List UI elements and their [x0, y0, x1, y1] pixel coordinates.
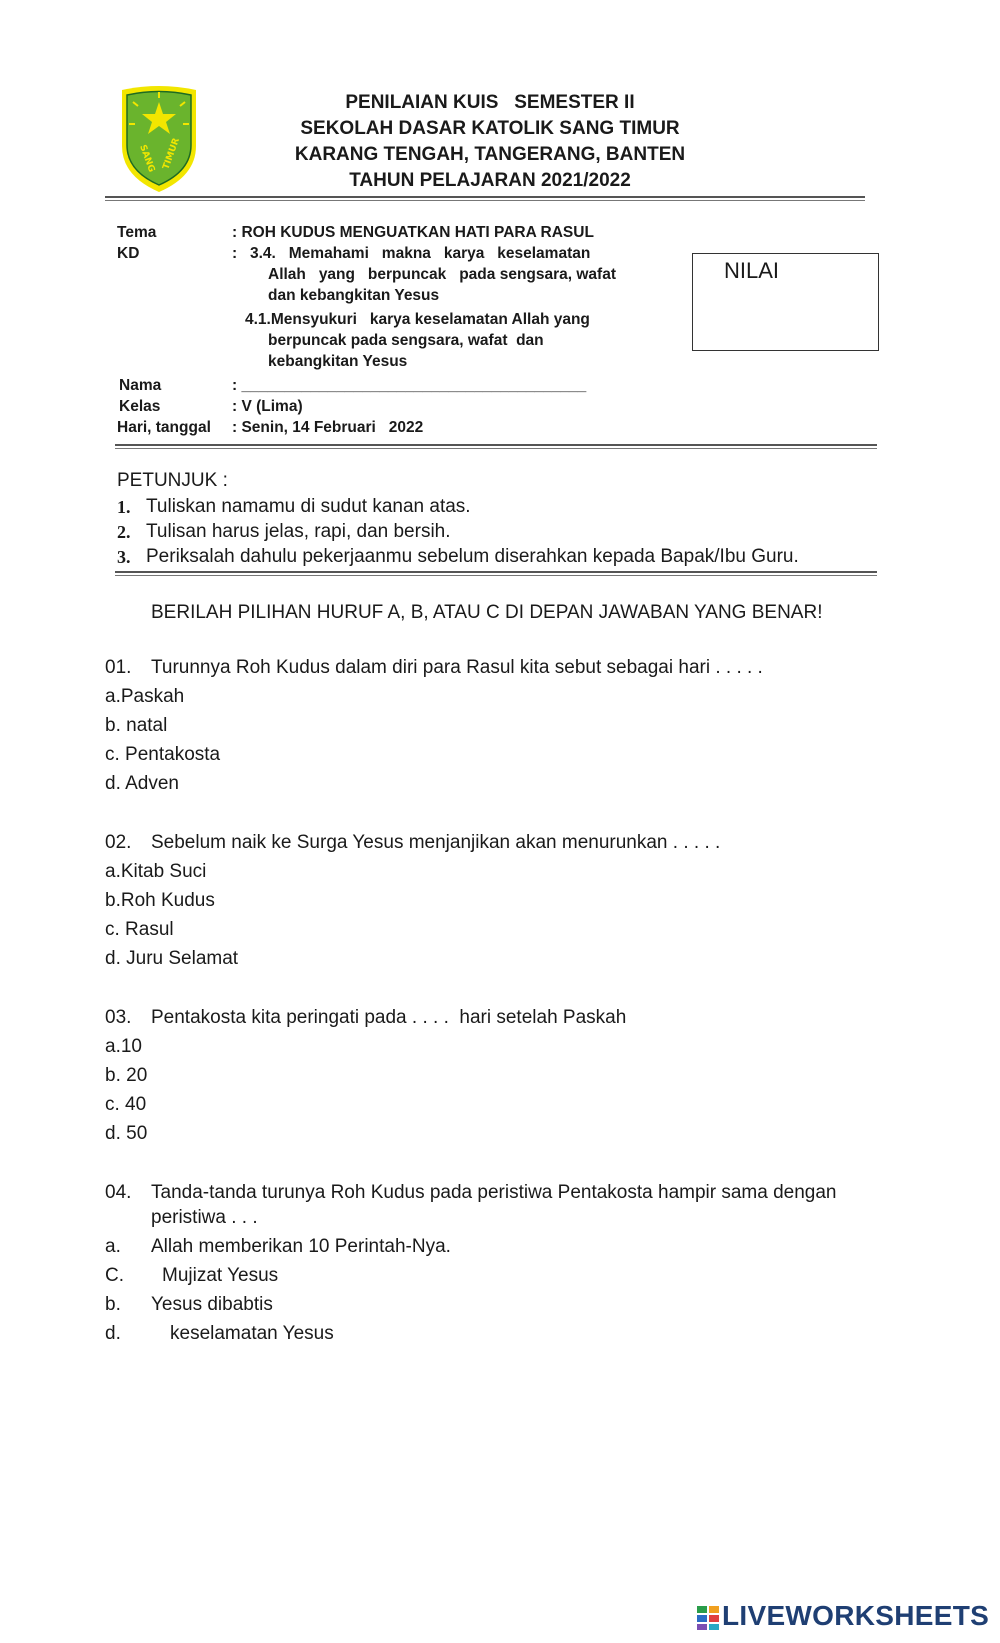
- question-4-text-line-1: Tanda-tanda turunya Roh Kudus pada peristiwa Pentakosta hampir sama dengan: [151, 1182, 837, 1203]
- header-line-2: SEKOLAH DASAR KATOLIK SANG TIMUR: [300, 118, 680, 139]
- question-4-number: 04.: [105, 1182, 132, 1203]
- tema-value: : ROH KUDUS MENGUATKAN HATI PARA RASUL: [232, 224, 594, 241]
- nilai-box[interactable]: [692, 253, 879, 351]
- kd-2-line-3: kebangkitan Yesus: [268, 353, 408, 370]
- q4-option-3[interactable]: Yesus dibabtis: [151, 1294, 273, 1315]
- q1-option-d[interactable]: d. Adven: [105, 773, 179, 794]
- q4-option-4-letter: d.: [105, 1323, 121, 1344]
- info-divider: [115, 444, 877, 446]
- kelas-label: Kelas: [119, 398, 161, 415]
- q3-option-b[interactable]: b. 20: [105, 1065, 148, 1086]
- q4-option-1-letter: a.: [105, 1236, 121, 1257]
- svg-text:SANG: SANG: [137, 143, 157, 174]
- liveworksheets-brand: LIVEWORKSHEETS: [722, 1600, 990, 1631]
- question-3-number: 03.: [105, 1007, 132, 1028]
- nilai-label: NILAI: [724, 258, 780, 283]
- kd-1-line-2: Allah yang berpuncak pada sengsara, wafat: [268, 266, 617, 283]
- question-3-text: Pentakosta kita peringati pada . . . . hari setelah Paskah: [151, 1007, 627, 1028]
- q4-option-2[interactable]: Mujizat Yesus: [162, 1265, 279, 1286]
- kd-2-line-1: 4.1.Mensyukuri karya keselamatan Allah yang: [245, 311, 590, 328]
- instruction: BERILAH PILIHAN HURUF A, B, ATAU C DI DEPAN JAWABAN YANG BENAR!: [151, 602, 823, 623]
- question-4-text-line-2: peristiwa . . .: [151, 1207, 258, 1228]
- petunjuk-title: PETUNJUK :: [117, 470, 228, 491]
- q4-option-1[interactable]: Allah memberikan 10 Perintah-Nya.: [151, 1236, 451, 1257]
- q4-option-3-letter: b.: [105, 1294, 121, 1315]
- question-1-number: 01.: [105, 657, 132, 678]
- petunjuk-item-1: Tuliskan namamu di sudut kanan atas.: [146, 496, 471, 517]
- kd-1-line-1: 3.4. Memahami makna karya keselamatan: [250, 245, 591, 262]
- question-1-text: Turunnya Roh Kudus dalam diri para Rasul kita sebut sebagai hari . . . . .: [151, 657, 763, 678]
- q3-option-a[interactable]: a.10: [105, 1036, 142, 1057]
- q2-option-a[interactable]: a.Kitab Suci: [105, 861, 207, 882]
- question-2-number: 02.: [105, 832, 132, 853]
- header-divider-thin: [105, 200, 865, 201]
- document-header: [255, 90, 725, 194]
- header-line-3: KARANG TENGAH, TANGERANG, BANTEN: [294, 144, 686, 165]
- question-2-text: Sebelum naik ke Surga Yesus menjanjikan akan menurunkan . . . . .: [151, 832, 721, 853]
- q4-option-2-letter: C.: [105, 1265, 124, 1286]
- q1-option-c[interactable]: c. Pentakosta: [105, 744, 221, 765]
- q3-option-c[interactable]: c. 40: [105, 1094, 147, 1115]
- liveworksheets-logo: [697, 1600, 992, 1636]
- q2-option-c[interactable]: c. Rasul: [105, 919, 174, 940]
- petunjuk-num-2: 2.: [117, 522, 131, 542]
- svg-text:TIMUR: TIMUR: [161, 136, 182, 172]
- petunjuk-num-3: 3.: [117, 547, 131, 567]
- petunjuk-item-2: Tulisan harus jelas, rapi, dan bersih.: [146, 521, 451, 542]
- kd-2-line-2: berpuncak pada sengsara, wafat dan: [268, 332, 544, 349]
- q1-option-b[interactable]: b. natal: [105, 715, 168, 736]
- nama-label: Nama: [119, 377, 162, 394]
- header-divider: [105, 196, 865, 198]
- petunjuk-item-3: Periksalah dahulu pekerjaanmu sebelum diserahkan kepada Bapak/Ibu Guru.: [146, 546, 799, 567]
- kelas-value: : V (Lima): [232, 398, 303, 415]
- q1-option-a[interactable]: a.Paskah: [105, 686, 185, 707]
- q4-option-4[interactable]: keselamatan Yesus: [170, 1323, 334, 1344]
- q2-option-d[interactable]: d. Juru Selamat: [105, 948, 239, 969]
- header-line-4: TAHUN PELAJARAN 2021/2022: [349, 170, 631, 191]
- kd-label: KD: [117, 245, 140, 262]
- nama-field[interactable]: : ________________________________________: [232, 377, 587, 394]
- petunjuk-divider-thin: [115, 575, 877, 576]
- hari-value: : Senin, 14 Februari 2022: [232, 419, 424, 436]
- hari-label: Hari, tanggal: [117, 419, 211, 436]
- liveworksheets-icon: [697, 1606, 719, 1630]
- tema-label: Tema: [117, 224, 157, 241]
- kd-colon: :: [232, 245, 238, 262]
- kd-1-line-3: dan kebangkitan Yesus: [268, 287, 440, 304]
- q2-option-b[interactable]: b.Roh Kudus: [105, 890, 215, 911]
- school-logo: [118, 84, 200, 196]
- header-line-1: PENILAIAN KUIS SEMESTER II: [345, 92, 635, 113]
- petunjuk-divider: [115, 571, 877, 573]
- info-divider-thin: [115, 448, 877, 449]
- q3-option-d[interactable]: d. 50: [105, 1123, 148, 1144]
- petunjuk-num-1: 1.: [117, 497, 131, 517]
